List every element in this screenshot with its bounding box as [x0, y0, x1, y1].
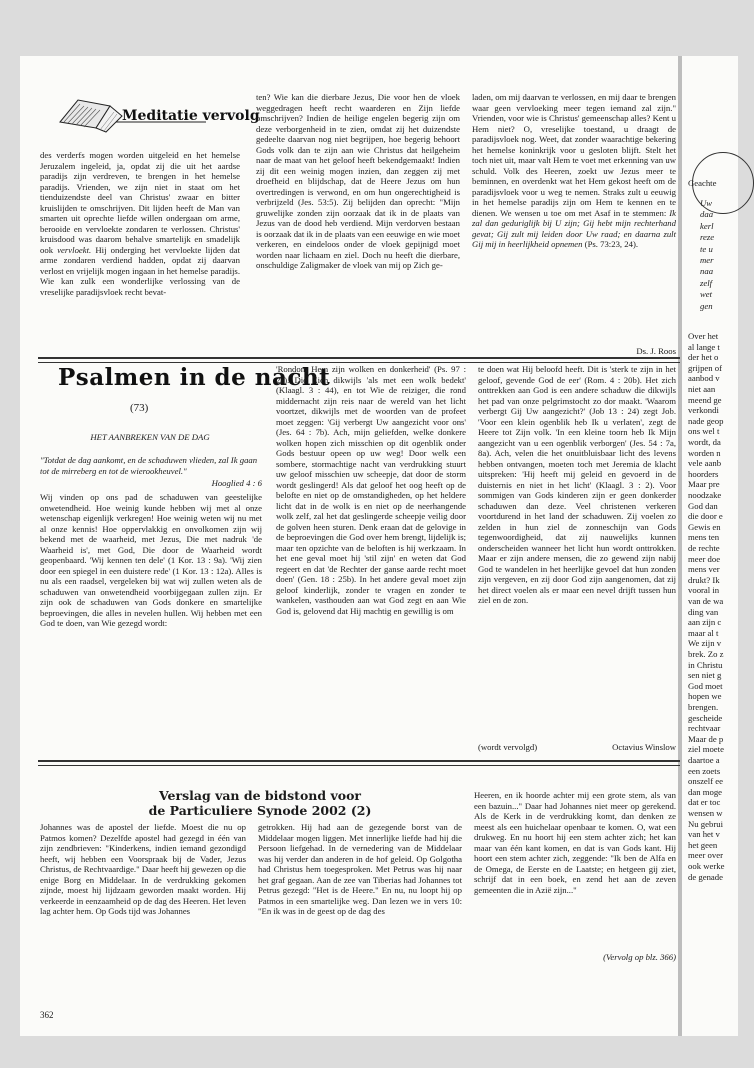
- meditatie-col3-text: laden, om mij daarvan te verlossen, en mij daar te brengen waar geen vervloeking meer tegen iemand zal zijn." Vrienden, voor wie is Christus' gemeenschap alles? Kent u Hem niet? O, vreselijke toestand, u draagt de paradijsvloek nog. Weet, dat zonder waarachtige bekering het hemelse koninkrijk voor u gesloten blijft. Stelt het toch niet uit, maar valt Hem te voet met erkenning van uw schuld. Volk des Heeren, zoekt uw Jezus meer te beminnen, en overdenkt wat het Hem gekost heeft om de paradijsvloek voor u weg te nemen. Straks zult u eeuwig in het hemelse paradijs zijn om Hem te kennen en te dienen. We wensen u toe om met Asaf in te stemmen:: [472, 92, 676, 218]
- right-page-body-line: niet aan: [688, 384, 716, 394]
- section-divider: [38, 357, 680, 363]
- psalmen-col1-text: Wij vinden op ons pad de schaduwen van geestelijke onwetendheid. Hoe weinig kunde hebben wij met al onze wetenschap eigenlijk verkregen! Hoe weinig weten wij nu met al onze kennis! Hoe oppervlakkig en onvolkomen zijn wij bekend met de waarheid, met Jezus, Die met nadruk 'de Waarheid is', met God, Die door de Waarheid wordt geopenbaard. 'Wij kennen ten dele' (1 Kor. 13 : 9a). 'Wij zien door een spiegel in een duistere rede' (1 Kor. 13 : 12a). Alles is nu als een raadsel, vergeleken bij wat wij zullen weten als de schaduwen van onwetendheid voorbijgegaan zullen zijn. Er zijn ook de schaduwen van Gods donkere en smartelijke beproevingen, die alles in nevelen hullen. Wij hebben met een God te doen, van Wie gezegd wordt:: [40, 492, 262, 628]
- right-page-body-line: drukt? Ik: [688, 574, 720, 585]
- psalmen-column-3: [478, 364, 676, 742]
- meditatie-column-3: [472, 92, 676, 330]
- right-page-body-line: de rechte: [688, 543, 720, 553]
- psalmen-verse-ref: Hooglied 4 : 6: [211, 478, 262, 488]
- right-page-body-line: brengen.: [688, 702, 719, 712]
- right-page-body-line: We zijn v: [688, 638, 722, 649]
- meditatie-col1-italic: vervloekt.: [57, 244, 92, 255]
- right-page-body-line: wensen w: [688, 808, 723, 818]
- right-page-body-line: wordt, da: [688, 437, 721, 447]
- right-page-body-line: dan moge: [688, 786, 723, 797]
- verslag-column-3: [474, 790, 676, 946]
- right-page-body-line: mens ten: [688, 532, 720, 543]
- right-page-body-line: vele aanb: [688, 458, 722, 469]
- verslag-column-1: [40, 822, 246, 992]
- right-page-italic-line: wet: [700, 289, 713, 300]
- right-page-body-line: worden n: [688, 447, 721, 458]
- right-page-body-line: ziel moete: [688, 744, 724, 755]
- right-page-salutation: Geachte: [688, 178, 717, 188]
- psalmen-col2-text: 'Rondom Hem zijn wolken en donkerheid' (Ps. 97 : 2a). Die Zich dikwijls 'als met een wolk bedekt' (Klaagl. 3 : 44), en tot Wie de reiziger, die rond middernacht zijn reis naar de wereld van het licht voortzet, dikwijls met de woorden van de profeet moet zeggen: 'Gij verbergt Uw aangezicht voor ons' (Jes. 64 : 7b). Ach, mijn geliefden, welke donkere wolken hopen zich misschien op dit ogenblik onder Gods bestuur opeen op uw weg! Door welk een sombere, stormachtige nacht van verdrukking stuurt uw geloof misschien uw scheepje, dat door de storm wordt geslingerd! Als dat geloof het oog heeft op de belofte en niet op de omstandigheden, op het heldere licht dat in de wolk is en niet op de neerhangende wolk zelf, zal het dat geslingerde scheepje veilig door de golven heen sturen. Denk eraan dat de gelovige in de beproevingen die God over hem brengt, lijdelijk is; maar ten opzichte van de beloften is hij werkzaam. In het ene geval moet hij 'stil zijn' en weten dat God regeert en dat 'de Rechter der ganse aarde recht moet doen' (Gen. 18 : 25b). In het andere geval moet zijn geloof kinderlijk, zonder te vragen en zonder te wankelen, vasthouden aan wat God zegt en aan Wie God is, gelovend dat Hij machtig en gewillig is om: [276, 364, 466, 616]
- meditatie-column-1: [40, 150, 240, 340]
- right-page-body-line: God moet: [688, 680, 723, 691]
- right-page-body-line: aan zijn c: [688, 617, 722, 628]
- right-page-body-line: der het o: [688, 352, 719, 363]
- page-number: 362: [40, 1010, 54, 1020]
- right-page-italic-line: zelf: [700, 277, 713, 288]
- right-page-body-line: ons wel t: [688, 426, 720, 437]
- psalmen-author: Octavius Winslow: [612, 742, 676, 752]
- psalmen-col3-text: te doen wat Hij beloofd heeft. Dit is 'sterk te zijn in het geloof, gevende God de eer' (Rom. 4 : 20b). Het zich onttrekken aan God is een andere schaduw die dikwijls het pad van onze pelgrimstocht zo dor maakt. 'Waarom verbergt Gij Uw aangezicht?' (Job 13 : 24) zegt Job. 'Voor een klein ogenblik heb Ik u verlaten', zegt de Heere tot Zijn volk. 'In een kleine toorn heb Ik Mijn aangezicht van u een ogenblik verborgen' (Jes. 54 : 7a, 8a). Ach, velen die het onuitbluisbaar licht des levens hebben ontvangen, moeten toch met Jeremia de klacht uitspreken: 'Hij heeft mij geleid en gevoerd in de duisternis en niet in het licht' (Klaagl. 3 : 2). Voor sommigen van Gods kinderen zijn er geen donkerder schaduwen dan deze. Veel christenen verkeren voortdurend in het land der schaduwen. Zij voelen zo zelden in hun ziel de zonneschijn van Gods tegenwoordigheid, dat zij nauwelijks kunnen onderscheiden wanneer het licht hun wordt onttrokken. Maar er zijn andere mensen, die zo gewend zijn nabij God te wandelen in het heerlijke gevoel dat hun zonden zijn vergeven, en zij door God zijn aangenomen, dat zij het direct voelen als er maar een nevel drijft tussen hun ziel en de zon.: [478, 364, 676, 605]
- meditatie-col1-text: des verderfs mogen worden uitgeleid en het hemelse Jeruzalem ingeleid, ja, opdat zij die uit het aardse paradijs zijn verdreven, te brengen in het hemelse paradijs. Vrienden, we zijn niet in staat om het tienduizendste deel van Christus' zwaar en bitter kruislijden te omschrijven. Dit lijden heeft de Man van smarten uit oprechte liefde willen ondergaan om arme, berooide en vervloekte zondaren te verlossen. Christus' kruisdood was daarom behalve smartelijk en smadelijk ook: [40, 150, 240, 255]
- right-page: [682, 56, 738, 1036]
- right-page-italic-line: gen: [700, 300, 713, 311]
- verslag-column-2: [258, 822, 462, 992]
- right-page-body-line: vooral in: [688, 585, 720, 596]
- meditatie-author: Ds. J. Roos: [636, 346, 676, 356]
- right-page-italic-line: mer: [700, 255, 714, 265]
- psalmen-continued: (wordt vervolgd): [478, 742, 538, 752]
- verslag-col1-text: Johannes was de apostel der liefde. Moest die nu op Patmos komen? Dezelfde apostel had gezegd in één van zijn zendbrieven: "Kinderkens, indien iemand gezondigd heeft, wij hebben een Voorspraak bij de Vader, Jezus Christus, de Rechtvaardige." Daar heeft hij gewezen op die enige Borg en Middelaar. In de verdrukking gekomen zijnde, moest hij lijdzaam geworden maakt worden. Hij verkeerde in eenzaamheid op de dag des Heeren. Het leven lag achter hem. Op Gods tijd was Johannes: [40, 822, 246, 916]
- right-page-body-line: Gewis en: [688, 521, 721, 532]
- verslag-continued: (Vervolg op blz. 366): [603, 952, 676, 962]
- right-page-body-line: Maar pre: [688, 479, 720, 490]
- right-page-body-line: brek. Zo z: [688, 649, 724, 659]
- right-page-body-line: ding van: [688, 606, 719, 617]
- right-page-body-line: meend ge: [688, 394, 722, 405]
- psalmen-title: Psalmen in de nacht: [58, 364, 331, 391]
- right-page-body-line: ook werke: [688, 861, 725, 871]
- right-page-body-line: aanbod v: [688, 373, 720, 384]
- right-page-italic-line: te u: [700, 243, 713, 254]
- meditatie-emblem: [56, 92, 260, 136]
- right-page-body-line: Nu gebrui: [688, 818, 723, 829]
- right-page-italic-line: kerl: [700, 220, 714, 231]
- right-page-body-line: grijpen of: [688, 362, 723, 373]
- psalmen-subtitle: HET AANBREKEN VAN DE DAG: [90, 432, 210, 442]
- psalmen-column-2: [276, 364, 466, 756]
- right-page-italic-line: Uw: [700, 198, 713, 208]
- right-page-body-line: dat er toc: [688, 797, 721, 808]
- right-page-body-line: hopen we: [688, 691, 722, 702]
- meditatie-header: Meditatie vervolg: [122, 108, 260, 124]
- right-page-italic-line: reze: [700, 232, 715, 243]
- meditatie-column-2: [256, 92, 460, 354]
- right-page-body-line: rechtvaar: [688, 723, 721, 734]
- right-page-body-line: die door e: [688, 511, 723, 522]
- meditatie-col3-ref: (Ps. 73:23, 24).: [582, 239, 639, 249]
- right-page-body-line: het geen: [688, 839, 718, 850]
- verslag-title-line-2: de Particuliere Synode 2002 (2): [148, 803, 372, 818]
- book-icon: [60, 100, 122, 132]
- psalmen-column-1: [40, 492, 262, 754]
- right-page-body-line: maar al t: [688, 627, 719, 638]
- right-page-italic-line: naa: [700, 266, 714, 277]
- right-page-body-line: nade geop: [688, 415, 724, 426]
- right-page-body-line: van de wa: [688, 596, 724, 606]
- verslag-col2-text: getrokken. Hij had aan de gezegende borst van de Middelaar mogen liggen. Met innerlijke liefde had hij die Persoon liefgehad. In de vernedering van de Middelaar was hij verder dan anderen in de hof geleid. Op Golgotha had Christus hem toegesproken. Met Petrus was hij naar het graf gegaan. Aan de zee van Tiberias had Johannes tot Petrus gezegd: "Het is de Heere." En nu, nu loopt hij op Patmos in een smartelijke weg. Dan lezen we in vers 10: "En ik was in de geest op de dag des: [258, 822, 462, 916]
- right-page-body-line: Over het: [688, 331, 719, 341]
- verslag-title-line-1: Verslag van de bidstond voor: [159, 788, 361, 803]
- section-divider-2: [38, 760, 680, 766]
- verslag-title: [60, 788, 460, 818]
- right-page-body-line: noodzake: [688, 490, 722, 500]
- right-page-body-line: daartoe a: [688, 755, 720, 765]
- right-page-body-line: van het v: [688, 829, 720, 840]
- verslag-col3-text: Heeren, en ik hoorde achter mij een grote stem, als van een bazuin..." Daar had Johannes niet meer op gerekend. Als de Kerk in de verdrukking komt, dan denken ze meest als een huichelaar openbaar te komen. O, wat een drukweg. En nu hoort hij een stem achter zich; het kan maar van één kant komen, en dat is van Gods kant. Hij hoort een stem achter zich, zeggende: "Ik ben de Alfa en de Omega, de Eerste en de Laatste; en hetgeen gij ziet, schrijf dat in een boek, en zend het aan de zeven gemeenten die in Azië zijn...": [474, 790, 676, 895]
- right-page-body-line: hoorders: [688, 468, 719, 479]
- meditatie-col2-text: ten? Wie kan die dierbare Jezus, Die voor hen de vloek weggedragen heeft recht waarderen en Zijn liefde omschrijven? Indien de heilige engelen begerig zijn om deze verborgenheid in te zien, omdat zij het duizendste gedeelte daarvan nog niet begrijpen, hoe begerig behoort Gods volk dan te zijn aan wie Christus dat heilgeheim naar de maat van het geloof heeft bekendgemaakt! Indien zij dit een weinig mogen inzien, dan zeggen zij met droefheid en blijdschap, dat de Heere Jezus om hun overtredingen is verwond, en om hun ongerechtigheid is verbrijzeld (Jes. 53:5). Zij belijden dan oprecht: "Mijn gruwelijke zonden zijn oorzaak dat ik in de plaats van Jezus van de dood heb verdiend. Mijn verdorven bestaan is oorzaak dat ik in de plaats van een eeuwige en wie moet verkeren, en eindeloos onder de vloek gepijnigd moet worden naar lichaam en ziel. Doch nu heeft die dierbare, onschuldige Zaligmaker de vloek van mij op Zich ge-: [256, 92, 460, 270]
- right-page-italic-line: daa: [700, 209, 714, 220]
- right-page-body-line: al lange t: [688, 341, 720, 352]
- psalmen-number: (73): [130, 402, 149, 414]
- right-page-body-line: de genade: [688, 871, 723, 882]
- right-page-body-line: Maar de p: [688, 733, 724, 744]
- meditatie-col3-italic: Ik zal dan geduriglijk bij U zijn; Gij hebt mijn rechterhand gevat; Gij zult mij leiden door Uw raad; en daarna zult Gij mij in heerlijkheid opnemen: [472, 207, 676, 249]
- right-page-body-line: God dan: [688, 500, 718, 511]
- psalmen-verse: "Totdat de dag aankomt, en de schaduwen vlieden, zal Ik gaan tot de mirreberg en tot de wierookheuvel.": [40, 455, 258, 476]
- right-page-body-line: verkondi: [688, 405, 719, 416]
- right-page-body-line: in Christu: [688, 659, 723, 670]
- meditatie-col1-end: Hij onderging het vervloekte lijden dat arme zondaren verdiend hadden, opdat zij daarvan verlost en vrijelijk mogen ingaan in het hemelse paradijs. Wie kan zulk een wonderlijke verlossing van de vreselijke paradijsvloek recht bevat-: [40, 244, 241, 297]
- right-page-body-line: mens ver: [688, 564, 720, 575]
- right-page-body-line: een zoets: [688, 765, 721, 776]
- right-page-body-line: gescheide: [688, 712, 723, 723]
- right-page-body-line: meer doe: [688, 553, 721, 564]
- right-page-body-line: onszelf ee: [688, 776, 723, 787]
- right-page-body-line: sen niet g: [688, 670, 722, 681]
- right-page-body-line: meer over: [688, 850, 723, 861]
